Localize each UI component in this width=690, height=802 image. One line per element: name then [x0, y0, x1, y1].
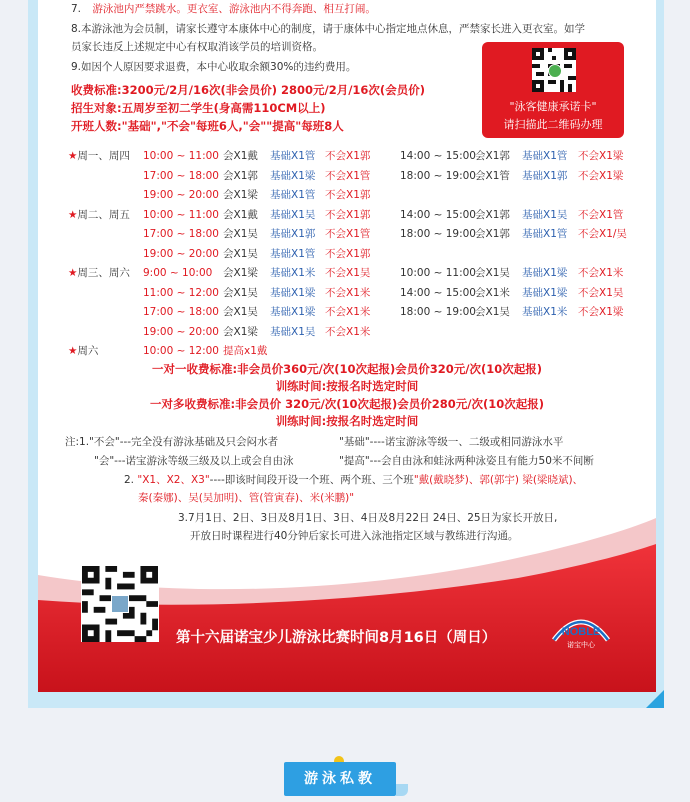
one-to-one-fee: 一对一收费标准:非会员价360元/次(10次起报)会员价320元/次(10次起报): [151, 362, 543, 376]
schedule-class: 基础X1郭: [522, 169, 568, 182]
schedule-day-label: [68, 208, 130, 222]
schedule-class: 不会X1梁: [578, 150, 624, 162]
poster-card: [38, 0, 656, 692]
day-text: 周一、周四: [77, 150, 130, 162]
schedule-time: 17:00 ~ 18:00: [143, 169, 219, 182]
one-to-many-time: 训练时间:按报名时选定时间: [275, 414, 419, 428]
schedule-time: 17:00 ~ 18:00: [143, 228, 219, 240]
star-icon: ★: [68, 150, 78, 162]
schedule-class: 会X1郭: [475, 228, 510, 240]
schedule-class: 不会X1米: [325, 306, 371, 318]
star-icon: ★: [68, 208, 78, 221]
schedule-class: 会X1郭: [223, 169, 258, 182]
schedule-class: 不会X1梁: [578, 169, 624, 182]
schedule-class: 不会X1米: [325, 325, 371, 338]
schedule-time: 10:00 ~ 12:00: [143, 345, 219, 357]
schedule-class: 不会X1郭: [325, 208, 371, 221]
schedule-time: 10:00 ~ 11:00: [143, 208, 219, 221]
schedule-day-label: [68, 344, 98, 358]
schedule-class: 基础X1管: [270, 150, 316, 162]
schedule-class: 不会X1管: [325, 228, 371, 240]
star-icon: ★: [68, 345, 78, 357]
logo-subtitle: 诺宝中心: [567, 641, 595, 649]
schedule-time: 18:00 ~ 19:00: [400, 228, 476, 240]
note-1-bukui: [65, 435, 278, 449]
note-label: "会": [94, 455, 115, 467]
schedule-class: 会X1吴: [223, 306, 258, 318]
schedule-time: 17:00 ~ 18:00: [143, 306, 219, 318]
note-2-coaches-cont: 秦(秦娜)、吴(吴加明)、管(管寅春)、米(米鹏)": [138, 492, 355, 504]
promo-title: "泳客健康承诺卡": [509, 100, 597, 113]
day-text: 周二、周五: [77, 208, 130, 221]
schedule-class: 会X1梁: [223, 325, 258, 338]
note-label: "基础": [339, 436, 370, 448]
schedule-class: 会X1郭: [475, 150, 510, 162]
enrollment-target: 招生对象:五周岁至初二学生(身高需110CM以上): [71, 101, 326, 115]
one-to-one-time: 训练时间:按报名时选定时间: [275, 379, 419, 393]
note-2-text: ----即该时间段开设一个班、两个班、三个班: [209, 474, 414, 486]
schedule-time: 18:00 ~ 19:00: [400, 169, 476, 182]
schedule-class: 基础X1梁: [522, 267, 568, 279]
note-label: 注:1."不会": [65, 436, 120, 448]
schedule-class: 基础X1梁: [522, 286, 568, 299]
schedule-class: 不会X1米: [325, 286, 371, 299]
schedule-class: 会X1吴: [475, 306, 510, 318]
noble-logo: [548, 610, 614, 650]
schedule-class: 基础X1吴: [270, 208, 316, 221]
schedule-class: 基础X1管: [522, 150, 568, 162]
day-text: 周三、周六: [77, 267, 130, 279]
schedule-class: 会X1管: [475, 169, 510, 182]
schedule-class: 会X1郭: [475, 208, 510, 221]
schedule-class: 不会X1郭: [325, 247, 371, 260]
schedule-time: 19:00 ~ 20:00: [143, 325, 219, 338]
note-2: [124, 473, 583, 487]
schedule-class: 会X1吴: [223, 286, 258, 299]
class-size: 开班人数:"基础","不会"每班6人,"会""提高"每班8人: [71, 119, 344, 133]
schedule-time: 10:00 ~ 11:00: [143, 150, 219, 162]
schedule-class: 基础X1管: [522, 228, 568, 240]
schedule-time: 14:00 ~ 15:00: [400, 208, 476, 221]
schedule-class: 基础X1梁: [270, 286, 316, 299]
schedule-time: 10:00 ~ 11:00: [400, 267, 476, 279]
schedule-class: 会X1梁: [223, 267, 258, 279]
schedule-class: 不会X1梁: [578, 306, 624, 318]
rule-7-number: 7.: [71, 3, 82, 15]
rule-8-line2: 员家长违反上述规定中心有权取消该学员的培训资格。: [71, 41, 323, 53]
rule-9: 9.如因个人原因要求退费，本中心收取余额30%的违约费用。: [71, 61, 357, 73]
schedule-class: 不会X1/吴: [578, 228, 627, 240]
rule-8-line1: 8.本游泳池为会员制，请家长遵守本康体中心的制度，请于康体中心指定地点休息，严禁家长进入更衣室。如学: [71, 23, 586, 35]
schedule-class: 基础X1梁: [270, 306, 316, 318]
frame-corner-accent: [646, 690, 664, 708]
qr-logo-icon: [548, 64, 562, 78]
note-1-hui: [94, 454, 294, 468]
schedule-class: 基础X1管: [270, 247, 316, 260]
note-1-tigao: [339, 454, 594, 468]
note-2-number: 2.: [124, 474, 135, 486]
schedule-class: 基础X1米: [270, 267, 316, 279]
qr-logo-icon: [111, 595, 129, 613]
note-1-jichu: [339, 435, 563, 449]
schedule-time: 19:00 ~ 20:00: [143, 247, 219, 260]
schedule-time: 14:00 ~ 15:00: [400, 150, 476, 162]
logo-wordmark: NOBLE: [561, 626, 601, 638]
schedule-class: 会X1戴: [223, 150, 258, 162]
schedule-class: 基础X1吴: [522, 208, 568, 221]
schedule-class: 基础X1米: [522, 306, 568, 318]
rule-7: [71, 2, 376, 16]
health-card-qr-code[interactable]: [532, 48, 576, 92]
competition-date-title: 第十六届诺宝少儿游泳比赛时间8月16日（周日）: [176, 630, 497, 646]
schedule-class: 不会X1管: [578, 208, 624, 221]
open-day-line1: 3.7月1日、2日、3日及8月1日、3日、4日及8月22日 24日、25日为家长开放日,: [178, 512, 558, 524]
star-icon: ★: [68, 267, 78, 279]
schedule-class: 会X1梁: [223, 189, 258, 201]
schedule-class: 基础X1梁: [270, 169, 316, 182]
schedule-class: 不会X1管: [325, 169, 371, 182]
schedule-class: 不会X1吴: [325, 267, 371, 279]
schedule-class: 不会X1郭: [325, 150, 371, 162]
private-coaching-tab[interactable]: 游泳私教: [284, 762, 396, 796]
note-label: "提高": [339, 455, 370, 467]
schedule-time: 9:00 ~ 10:00: [143, 267, 213, 279]
note-text: ---完全没有游泳基础及只会闷水者: [119, 436, 279, 448]
one-to-many-fee: 一对多收费标准:非会员价 320元/次(10次起报)会员价280元/次(10次起报): [149, 397, 545, 411]
schedule-time: 14:00 ~ 15:00: [400, 286, 476, 299]
schedule-class: 提高x1戴: [223, 345, 268, 357]
fee-standard: 收费标准:3200元/2月/16次(非会员价) 2800元/2月/16次(会员价): [71, 83, 425, 97]
note-text: ---诺宝游泳等级三级及以上或会自由泳: [114, 455, 294, 467]
promo-instruction: 请扫描此二维码办理: [503, 118, 603, 131]
schedule-class: 基础X1管: [270, 189, 316, 201]
schedule-class: 基础X1郭: [270, 228, 316, 240]
schedule-class: 不会X1米: [578, 267, 624, 279]
schedule-class: 不会X1吴: [578, 286, 624, 299]
tab-tail-decoration: [396, 784, 408, 796]
schedule-time: 19:00 ~ 20:00: [143, 189, 219, 201]
note-text: ---会自由泳和蛙泳两种泳姿且有能力50米不间断: [369, 455, 594, 467]
schedule-class: 会X1米: [475, 286, 510, 299]
note-2-coaches: "戴(戴晓梦)、郭(郭宇) 梁(梁晓斌)、: [413, 474, 584, 486]
schedule-class: 基础X1吴: [270, 325, 316, 338]
schedule-class: 会X1吴: [475, 267, 510, 279]
schedule-time: 18:00 ~ 19:00: [400, 306, 476, 318]
schedule-day-label: [68, 149, 130, 163]
schedule-day-label: [68, 266, 130, 280]
schedule-class: 会X1吴: [223, 247, 258, 260]
day-text: 周六: [77, 345, 99, 357]
noble-arch-icon: [548, 610, 614, 650]
note-text: ----诺宝游泳等级一、二级或相同游泳水平: [369, 436, 564, 448]
note-2-codes: "X1、X2、X3": [137, 474, 210, 486]
open-day-line2: 开放日时课程进行40分钟后家长可进入泳池指定区域与教练进行沟通。: [190, 530, 519, 542]
health-card-promo: [482, 42, 624, 138]
schedule-time: 11:00 ~ 12:00: [143, 286, 219, 299]
schedule-class: 不会X1郭: [325, 189, 371, 201]
schedule-class: 会X1戴: [223, 208, 258, 221]
footer-qr-code[interactable]: [81, 566, 159, 642]
schedule-class: 会X1吴: [223, 228, 258, 240]
rule-7-text: 游泳池内严禁跳水。更衣室、游泳池内不得奔跑、相互打闹。: [92, 3, 376, 15]
